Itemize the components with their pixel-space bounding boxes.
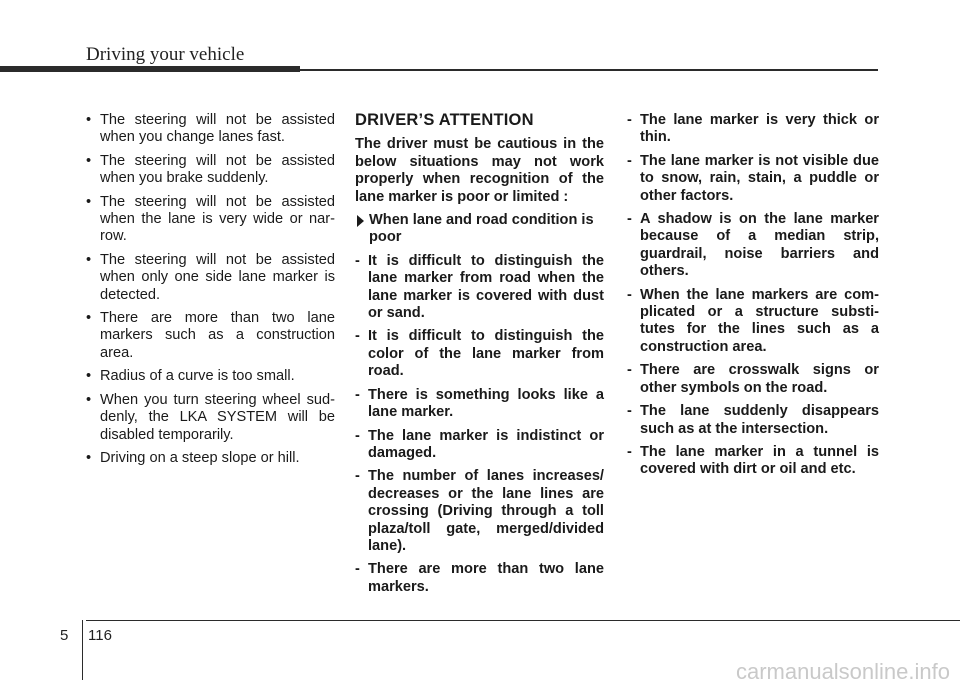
dash-text: When the lane markers are com-plicated or a structure substi-tutes for the lines such as a construction area. [640, 286, 879, 355]
bullet-text: The steering will not be assisted when you brake suddenly. [100, 152, 335, 187]
bullet-item [86, 392, 335, 444]
bullet-icon: • [86, 391, 92, 408]
dash-item [355, 561, 604, 596]
dash-item [627, 153, 879, 205]
page-header-title: Driving your vehicle [86, 44, 245, 65]
bullet-icon: • [86, 152, 92, 169]
dash-marker: - [627, 152, 632, 169]
bullet-item [86, 450, 335, 467]
bullet-text: Driving on a steep slope or hill. [100, 449, 300, 466]
dash-item [627, 211, 879, 281]
bullet-item [86, 252, 335, 304]
dash-text: There are more than two lane markers. [368, 561, 604, 595]
triangle-arrow-icon [357, 215, 364, 227]
dash-item [355, 428, 604, 463]
bullet-icon: • [86, 193, 92, 210]
chapter-number: 5 [60, 627, 69, 644]
dash-item [627, 403, 879, 438]
bullet-item [86, 368, 335, 385]
bullet-icon: • [86, 368, 92, 385]
dash-marker: - [355, 386, 360, 403]
dash-marker: - [355, 427, 360, 444]
dash-item [355, 387, 604, 422]
dash-item [627, 444, 879, 479]
dash-marker: - [355, 468, 360, 485]
dash-text: The lane marker in a tunnel is covered with dirt or oil and etc. [640, 443, 879, 478]
bullet-item [86, 194, 335, 246]
dash-text: It is difficult to distinguish the color of the lane marker from road. [368, 328, 604, 380]
dash-marker: - [627, 443, 632, 460]
bullet-icon: • [86, 251, 92, 268]
watermark: carmanualsonline.info [735, 659, 950, 684]
dash-marker: - [627, 286, 632, 303]
bullet-icon: • [86, 310, 92, 327]
dash-marker: - [627, 211, 632, 228]
subheading-text: When lane and road condition is poor [369, 212, 594, 246]
dash-marker: - [355, 328, 360, 345]
bullet-item [86, 112, 335, 147]
header-rule-thin [300, 69, 878, 71]
dash-text: The lane suddenly disappears such as at the intersection. [640, 403, 879, 437]
dash-item [627, 287, 879, 357]
page-number: 116 [88, 627, 112, 644]
dash-item [627, 112, 879, 147]
bullet-text: The steering will not be assisted when only one side lane marker is detected. [100, 251, 335, 303]
bullet-item [86, 153, 335, 188]
middle-column [355, 112, 604, 602]
bullet-text: When you turn steering wheel sud-denly, the LKA SYSTEM will be disabled temporarily. [100, 391, 335, 443]
footer-rule [86, 620, 960, 621]
bullet-text: There are more than two lane markers such as a construction area. [100, 310, 335, 361]
dash-text: It is difficult to distinguish the lane marker from road when the lane marker is covered with dust or sand. [368, 252, 604, 322]
bullet-text: Radius of a curve is too small. [100, 368, 295, 385]
dash-text: There is something looks like a lane marker. [368, 386, 604, 421]
dash-marker: - [355, 561, 360, 578]
dash-text: The lane marker is not visible due to snow, rain, stain, a puddle or other factors. [640, 152, 879, 204]
left-column [86, 112, 335, 473]
dash-text: The number of lanes increases/ decreases or the lane lines are crossing (Driving through a toll plaza/toll gate, merged/divided lane). [368, 468, 604, 554]
dash-marker: - [627, 362, 632, 379]
dash-item [355, 328, 604, 380]
dash-item [355, 253, 604, 323]
footer-vertical-rule [82, 620, 83, 680]
dash-item [627, 362, 879, 397]
dash-marker: - [627, 403, 632, 420]
dash-marker: - [355, 252, 360, 269]
dash-text: There are crosswalk signs or other symbols on the road. [640, 362, 879, 396]
dash-text: The lane marker is indistinct or damaged. [368, 427, 604, 461]
intro-paragraph: The driver must be cautious in the below situations may not work properly when recognition of the lane marker is poor or limited : [355, 136, 604, 205]
dash-item [355, 468, 604, 555]
bullet-item [86, 310, 335, 362]
subheading [355, 212, 604, 247]
dash-text: The lane marker is very thick or thin. [640, 112, 879, 146]
right-column [627, 112, 879, 485]
bullet-text: The steering will not be assisted when you change lanes fast. [100, 112, 335, 146]
bullet-icon: • [86, 449, 92, 466]
dash-text: A shadow is on the lane marker because of a median strip, guardrail, noise barriers and others. [640, 211, 879, 280]
section-title: DRIVER’S ATTENTION [355, 111, 534, 129]
dash-marker: - [627, 112, 632, 128]
bullet-text: The steering will not be assisted when the lane is very wide or nar-row. [100, 193, 335, 245]
header-rule-thick [0, 66, 300, 72]
bullet-icon: • [86, 112, 92, 128]
